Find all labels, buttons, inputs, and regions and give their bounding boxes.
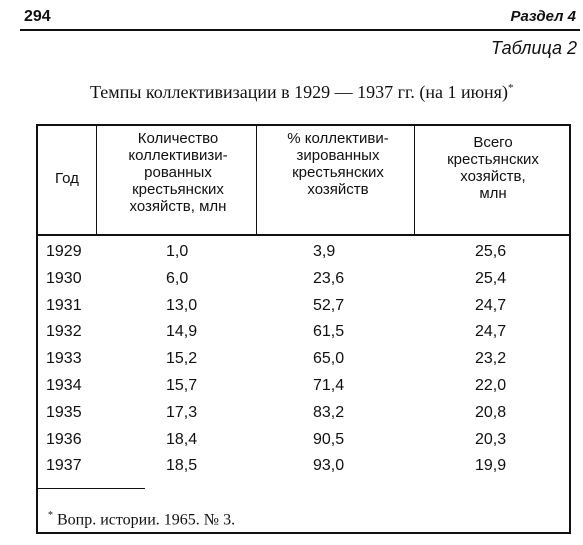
table-row: 1929 1,0 3,9 25,6	[46, 243, 507, 260]
table-row: 1937 18,5 93,0 19,9	[46, 457, 507, 475]
table-row: 1932 14,9 61,5 24,7	[46, 323, 507, 341]
footnote	[48, 510, 235, 529]
section-title: Раздел 4	[510, 8, 576, 25]
table-body	[38, 240, 569, 481]
table-row: 1936 18,4 90,5 20,3	[46, 430, 507, 448]
column-divider	[96, 126, 97, 234]
table-row: 1934 15,7 71,4 22,0	[46, 376, 507, 394]
table-row: 1930 6,0 23,6 25,4	[46, 269, 507, 287]
table-row: 1931 13,0 52,7 24,7	[46, 296, 507, 314]
table-row: 1935 17,3 83,2 20,8	[46, 403, 507, 421]
caption-footnote-marker: *	[507, 82, 514, 94]
table-row: 1933 15,2 65,0 23,2	[46, 350, 507, 368]
table-caption	[90, 82, 513, 103]
data-table	[36, 124, 571, 534]
page-header	[20, 6, 580, 30]
table-label: Таблица 2	[490, 38, 577, 58]
footnote-marker: *	[48, 510, 53, 521]
caption-text: Темпы коллективизации в 1929 — 1937 гг. (на 1 июня)	[90, 82, 508, 102]
header-collectivized-count: Количество коллективизи- рованных крестьянских хозяйств, млн	[128, 130, 228, 215]
header-separator	[38, 234, 569, 236]
header-year: Год	[55, 170, 79, 187]
footnote-rule	[38, 488, 145, 489]
footnote-text: Вопр. истории. 1965. № 3.	[57, 511, 236, 529]
page-number: 294	[24, 8, 51, 25]
header-collectivized-percent: % коллективи- зированных крестьянских хозяйств	[287, 130, 389, 198]
header-total-households: Всего крестьянских хозяйств, млн	[447, 134, 539, 202]
header-rule	[20, 29, 580, 31]
